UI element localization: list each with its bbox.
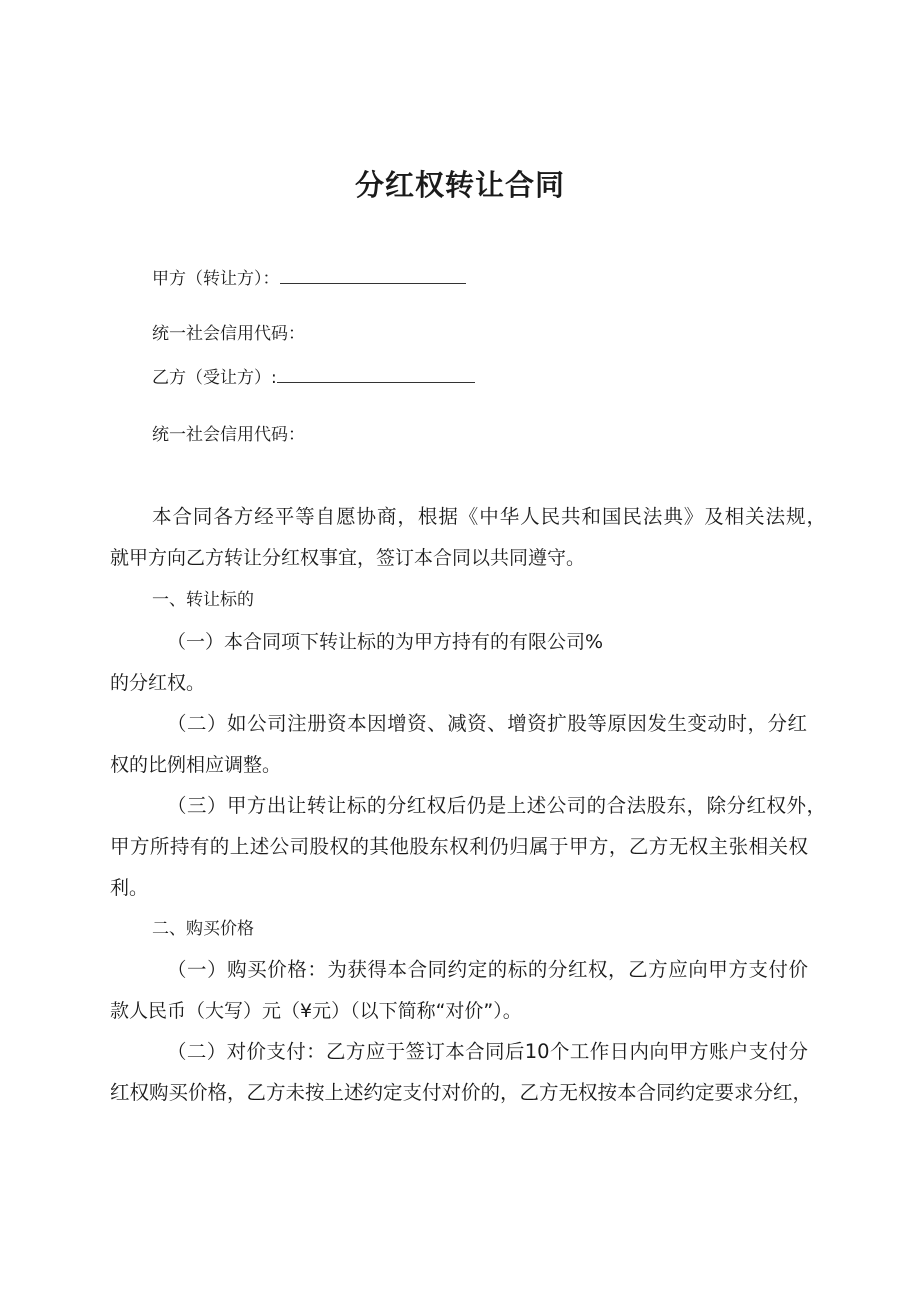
s1-item1-line1: （一）本合同项下转让标的为甲方持有的有限公司%	[167, 631, 604, 653]
s2-item1-line2: 款人民币（大写）元（¥元）（以下简称“对价”）。	[110, 1000, 522, 1022]
s1-item2-line1: （二）如公司注册资本因增资、减资、增资扩股等原因发生变动时，分红	[167, 712, 807, 735]
intro-line-1: 本合同各方经平等自愿协商，根据《中华人民共和国民法典》及相关法规，	[152, 505, 826, 528]
s2-item2-line1: （二）对价支付：乙方应于签订本合同后10个工作日内向甲方账户支付分	[167, 1040, 808, 1063]
intro-line-2: 就甲方向乙方转让分红权事宜，签订本合同以共同遵守。	[110, 547, 586, 569]
s1-item1-line2: 的分红权。	[110, 672, 206, 694]
s1-item2-line2: 权的比例相应调整。	[110, 754, 282, 776]
document-title: 分红权转让合同	[354, 168, 565, 202]
party-a-line	[152, 265, 466, 291]
s1-item3-line1: （三）甲方出让转让标的分红权后仍是上述公司的合法股东，除分红权外，	[167, 794, 826, 817]
section-2-heading: 二、购买价格	[152, 919, 254, 939]
s2-item1-line1: （一）购买价格：为获得本合同约定的标的分红权，乙方应向甲方支付价	[167, 958, 808, 981]
party-a-blank	[280, 265, 466, 284]
credit-code-label-2: 统一社会信用代码：	[152, 425, 305, 445]
s2-item2-line2: 红权购买价格，乙方未按上述约定支付对价的，乙方无权按本合同约定要求分红，	[110, 1081, 813, 1104]
s1-item3-line2: 甲方所持有的上述公司股权的其他股东权利仍归属于甲方，乙方无权主张相关权	[110, 835, 808, 858]
party-b-line	[152, 364, 475, 390]
credit-code-label-1: 统一社会信用代码：	[152, 324, 305, 344]
section-1-heading: 一、转让标的	[152, 590, 254, 610]
party-a-label: 甲方（转让方）：	[152, 269, 280, 289]
party-b-label: 乙方（受让方）:	[152, 368, 277, 388]
party-b-blank	[277, 364, 475, 383]
s1-item3-line3: 利。	[110, 877, 149, 899]
